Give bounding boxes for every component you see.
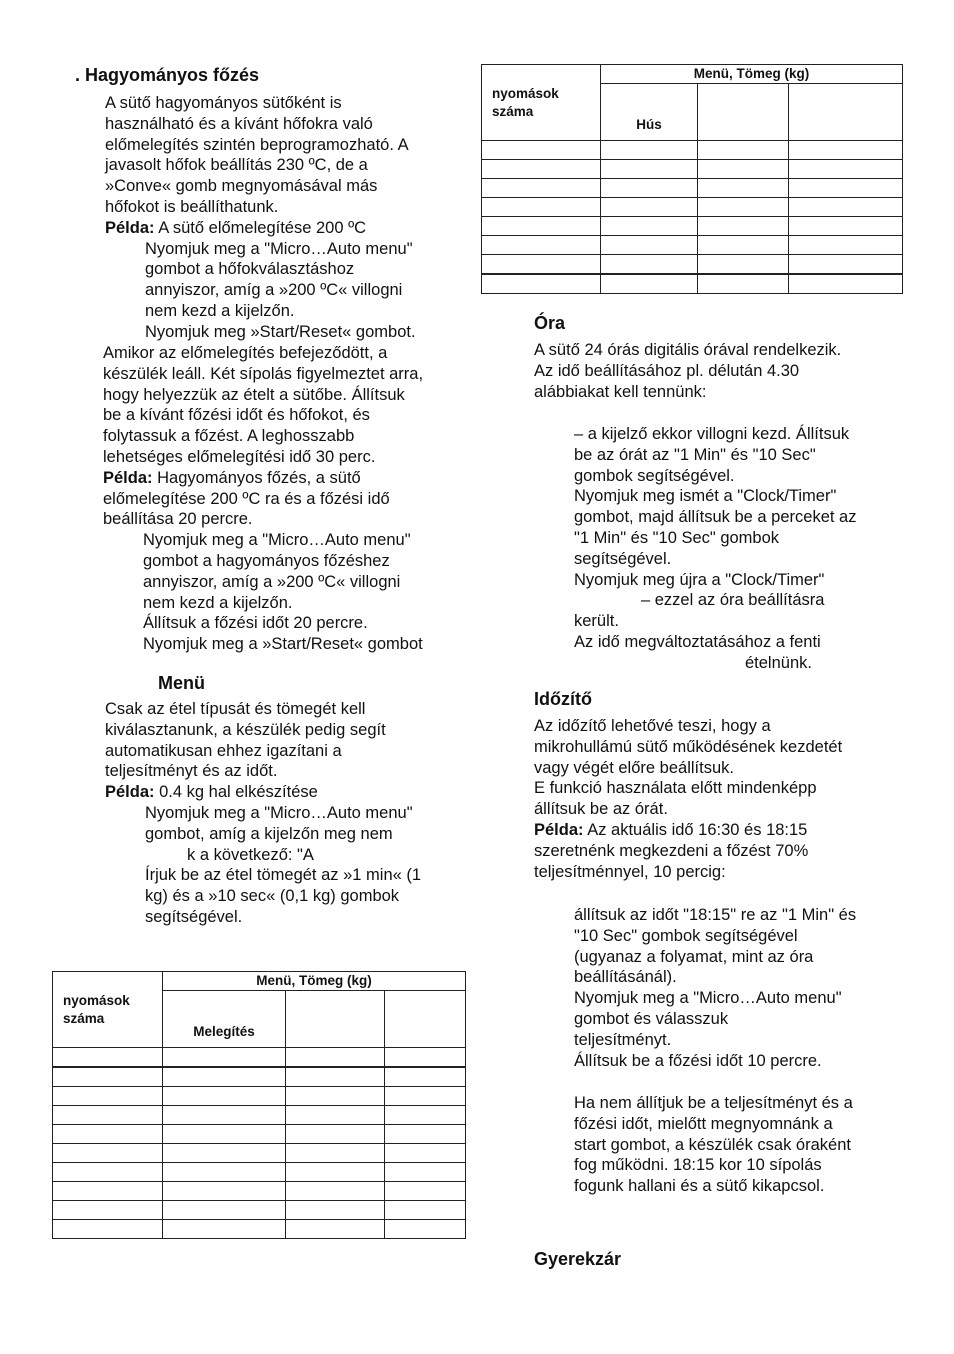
table-header-menu-weight: Menü, Tömeg (kg) [601, 65, 903, 84]
table-cell [286, 991, 385, 1048]
table-row [482, 217, 903, 236]
table-row [53, 1106, 466, 1125]
step-line: gombot a hagyományos főzéshez [143, 551, 390, 570]
example-line [534, 820, 842, 841]
section-title-menu: Menü [158, 673, 205, 693]
step-line: Nyomjuk meg a "Micro…Auto menu" [145, 803, 413, 822]
table-row [53, 1182, 466, 1201]
step-line: kg) és a »10 sec« (0,1 kg) gombok [145, 887, 400, 906]
text-line: start gombot, a készülék csak óraként [574, 1135, 851, 1154]
step-line: gombok segítségével. [574, 466, 735, 485]
preheat-paragraph [103, 343, 423, 655]
text-line: főzési időt, mielőtt megnyomnánk a [574, 1114, 833, 1133]
step-line: segítségével. [145, 907, 243, 926]
step-line: be az órát az "1 Min" és "10 Sec" [574, 445, 816, 464]
timer-intro [534, 716, 842, 882]
text-line: Amikor az előmelegítés befejeződött, a [103, 344, 388, 362]
presses-count-label: nyomások száma [482, 65, 601, 141]
table-row [53, 1220, 466, 1239]
step-line: beállításánál). [574, 968, 677, 987]
step-line: Nyomjuk meg a "Micro…Auto menu" [143, 531, 411, 550]
clock-intro [534, 340, 841, 402]
text-line: teljesítményt és az időt. [105, 762, 278, 781]
example-text: Hagyományos főzés, a sütő [152, 468, 361, 487]
step-line: Az idő megváltoztatásához a fenti [574, 632, 821, 651]
example-text: A sütő előmelegítése 200 ºC [154, 218, 367, 237]
text-line: hőfokot is beállíthatunk. [105, 197, 279, 216]
text-line: beállítása 20 percre. [103, 510, 253, 529]
example-text: Az aktuális idő 16:30 és 18:15 [583, 820, 808, 839]
text-line: előmelegítése 200 ºC ra és a főzési idő [103, 489, 390, 508]
table-row [53, 1144, 466, 1163]
step-line: k a következő: "A [187, 845, 314, 864]
text-line: alábbiakat kell tennünk: [534, 382, 707, 401]
step-line: (ugyanaz a folyamat, mint az óra [574, 947, 814, 966]
table-row [53, 1087, 466, 1106]
menu-section-body [105, 699, 421, 928]
table-row [53, 1201, 466, 1220]
table-cell [698, 84, 789, 141]
table-row [482, 141, 903, 160]
text-line: Az időzítő lehetővé teszi, hogy a [534, 717, 771, 735]
menu-table-right [481, 64, 903, 294]
section-title-clock: Óra [534, 313, 566, 333]
example-steps [105, 803, 421, 928]
step-line: Nyomjuk meg a »Start/Reset« gombot [143, 635, 423, 654]
text-line: használható és a kívánt hőfokra való [105, 114, 373, 133]
step-line: Írjuk be az étel tömegét az »1 min« (1 [145, 866, 422, 885]
step-line: Nyomjuk meg a "Micro…Auto menu" [145, 239, 413, 258]
clock-steps [574, 424, 856, 674]
table-row [53, 1163, 466, 1182]
text-line: Az idő beállításához pl. délután 4.30 [534, 361, 800, 380]
text-line: be a kívánt főzési időt és hőfokot, és [103, 406, 370, 425]
step-line: – a kijelző ekkor villogni kezd. Állítsuk [574, 425, 850, 443]
text-line: teljesítménnyel, 10 percig: [534, 862, 726, 881]
text-line: szeretnénk megkezdeni a főzést 70% [534, 841, 809, 860]
text-line: hogy helyezzük az ételt a sütőbe. Állítsuk [103, 385, 405, 404]
example-label: Példa: [534, 820, 584, 839]
step-line: nem kezd a kijelzőn. [143, 593, 293, 612]
table-row [482, 274, 903, 294]
table-row [482, 179, 903, 198]
step-line: annyiszor, amíg a »200 ºC« villogni [143, 572, 401, 591]
step-line: Állítsuk be a főzési időt 10 percre. [574, 1051, 822, 1070]
example-label: Példa: [105, 783, 155, 802]
text-line: A sütő hagyományos sütőként is [105, 94, 342, 112]
text-line: vagy végét előre beállítsuk. [534, 758, 734, 777]
table-row [482, 255, 903, 275]
step-line: gombot és válasszuk [574, 1009, 729, 1028]
text-line: A sütő 24 órás digitális órával rendelkezik. [534, 341, 842, 359]
table-row [482, 236, 903, 255]
step-line: Nyomjuk meg újra a "Clock/Timer" [574, 570, 825, 589]
presses-count-label: nyomások száma [53, 972, 163, 1048]
table-cell [385, 991, 466, 1048]
step-line: ételnünk. [745, 653, 812, 672]
step-line: "10 Sec" gombok segítségével [574, 926, 798, 945]
table-row [53, 1048, 466, 1068]
step-line: annyiszor, amíg a »200 ºC« villogni [145, 281, 403, 300]
example-label: Példa: [105, 218, 155, 237]
example-steps [105, 239, 416, 343]
text-line: E funkció használata előtt mindenképp [534, 779, 817, 798]
step-line: Nyomjuk meg »Start/Reset« gombot. [145, 322, 416, 341]
step-line: nem kezd a kijelzőn. [145, 301, 295, 320]
step-line: Állítsuk a főzési időt 20 percre. [143, 614, 368, 633]
step-line: Nyomjuk meg ismét a "Clock/Timer" [574, 487, 837, 506]
table-subheader-reheat: Melegítés [163, 991, 286, 1048]
timer-steps [574, 905, 856, 1071]
step-line: gombot, majd állítsuk be a perceket az [574, 508, 857, 527]
table-subheader-meat: Hús [601, 84, 698, 141]
step-line: került. [574, 612, 619, 631]
text-line: készülék leáll. Két sípolás figyelmeztet arra, [103, 364, 424, 383]
text-line: állítsuk be az órát. [534, 800, 668, 819]
text-line: Csak az étel típusát és tömegét kell [105, 700, 366, 718]
traditional-cooking-intro [105, 93, 416, 343]
section-title-traditional-cooking: . Hagyományos főzés [75, 65, 260, 85]
section-title-child-lock: Gyerekzár [534, 1249, 622, 1269]
example-steps [103, 530, 423, 655]
table-row [53, 1067, 466, 1087]
table-cell [789, 84, 903, 141]
text-line: javasolt hőfok beállítás 230 ºC, de a [105, 156, 368, 175]
menu-table-left [52, 971, 466, 1239]
step-line: "1 Min" és "10 Sec" gombok [574, 528, 780, 547]
table-header-menu-weight: Menü, Tömeg (kg) [163, 972, 466, 991]
text-line: automatikusan ehhez igazítani a [105, 741, 342, 760]
text-line: kiválasztanunk, a készülék pedig segít [105, 720, 386, 739]
text-line: »Conve« gomb megnyomásával más [105, 177, 378, 196]
table-row [482, 160, 903, 179]
section-title-timer: Időzítő [534, 689, 592, 709]
example-line [105, 218, 416, 239]
step-line: segítségével. [574, 549, 672, 568]
step-line: gombot, amíg a kijelzőn meg nem [145, 824, 393, 843]
step-line: Nyomjuk meg a "Micro…Auto menu" [574, 989, 842, 1008]
text-line: Ha nem állítjuk be a teljesítményt és a [574, 1094, 853, 1112]
text-line: fogunk hallani és a sütő kikapcsol. [574, 1177, 825, 1196]
example-label: Példa: [103, 468, 153, 487]
timer-note [574, 1093, 853, 1197]
text-line: lehetséges előmelegítési idő 30 perc. [103, 447, 376, 466]
text-line: mikrohullámú sütő működésének kezdetét [534, 737, 843, 756]
table-row [482, 198, 903, 217]
example-line [105, 782, 421, 803]
example-line [103, 468, 423, 489]
step-line: – ezzel az óra beállításra [641, 591, 825, 610]
example-text: 0.4 kg hal elkészítése [154, 783, 318, 802]
table-row [53, 1125, 466, 1144]
step-line: teljesítményt. [574, 1030, 672, 1049]
text-line: fog működni. 18:15 kor 10 sípolás [574, 1156, 822, 1175]
text-line: előmelegítés szintén beprogramozható. A [105, 135, 409, 154]
step-line: gombot a hőfokválasztáshoz [145, 260, 355, 279]
text-line: folytassuk a főzést. A leghosszabb [103, 427, 355, 446]
step-line: állítsuk az időt "18:15" re az "1 Min" és [574, 906, 857, 924]
